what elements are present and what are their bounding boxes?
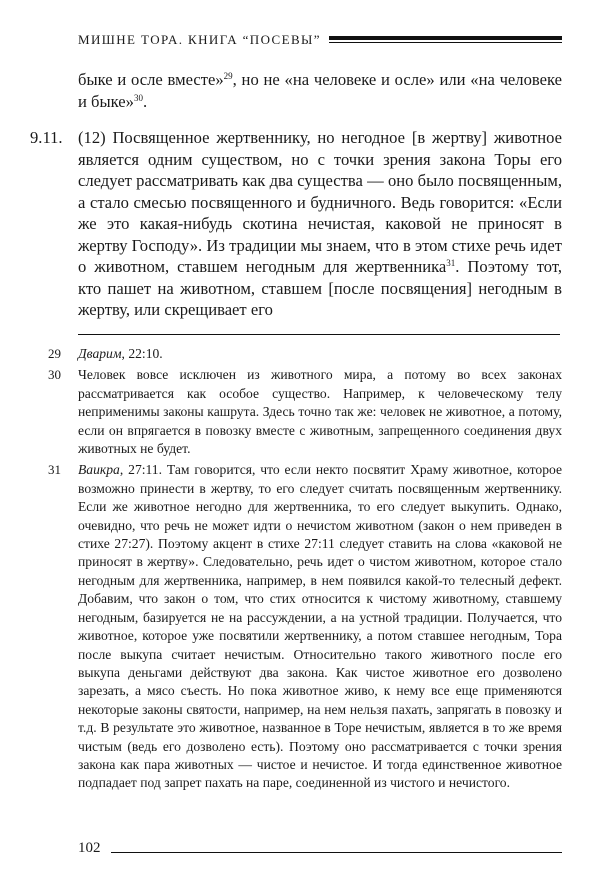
running-title: МИШНЕ ТОРА. КНИГА “ПОСЕВЫ” xyxy=(78,32,321,47)
running-header xyxy=(78,30,562,50)
section-number: 9.11. xyxy=(30,128,63,147)
footnote-number: 30 xyxy=(48,367,61,383)
header-rule-thick xyxy=(329,36,562,40)
footnote-text xyxy=(78,366,562,458)
page-footer xyxy=(78,840,562,857)
footnote-text xyxy=(78,461,562,792)
section-text-a: (12) Посвященное жертвеннику, но негодное [в жертву] животное является одним существом, но с точки зрения закона Торы его следует рассматривать как два существа — оно было посвященным, а стало смесью посвященного и будничного. Ведь говорится: «Если же это какая-нибудь скотина нечистая, каковой не приносят в жертву Господу». Из традиции мы знаем, что в этом стихе речь идет о животном, ставшем негодным для жертвенника xyxy=(78,128,562,276)
section-paragraph xyxy=(78,127,562,321)
continuation-text-b: , но не «на человеке и осле» или «на человеке и быке» xyxy=(78,70,562,111)
footer-rule xyxy=(111,852,563,853)
continuation-paragraph xyxy=(78,69,562,112)
continuation-text-c: . xyxy=(142,91,148,111)
footnote-body: , 27:11. Там говорится, что если некто посвятит Храму животное, которое возможно принести в жертву, то его следует считать посвященным жертвеннику. Если же животное негодно для жертвенника, то его следует выкупить. Однако, очевидно, что речь не может идти о нечистом животном (закон о нем приведен в стихе 27:27). Поэтому акцент в стихе 27:11 следует ставить на слова «каковой не приносят в жертву». Следовательно, речь идет о чистом животном, которое стало негодным для жертвенника, например, в нем появился какой-то телесный дефект. Добавим, что закон о том, что стих относится к чистому животному, ставшему негодным, базируется не на рассуждении, а на устной традиции. Получается, что животное, которое уже посвятили жертвеннику, а потом ставшее негодным, Тора после выкупа считает нечистым. Относительно такого животного после его выкупа деньгами действуют два закона. Как чистое животное его дозволено зарезать, а мясо съесть. Но пока животное живо, к нему все еще применяются некоторые законы святости, например, на нем нельзя пахать, запрягать в повозку и т.д. В результате это животное, названное в Торе нечистым, является в то же время чистым (ведь его дозволено есть). Поэтому оно рассматривается с точки зрения закона как пара животных — чистое и нечистое. И тогда единственное животное подпадает под запрет пахать на паре, соединенной из чистого и нечистого. xyxy=(78,462,562,791)
footnote-separator xyxy=(78,334,560,335)
header-double-rule xyxy=(329,36,562,43)
footnote-number: 29 xyxy=(48,346,61,361)
footnote-body: Человек вовсе исключен из животного мира, а потому во всех законах рассматривается как особое существо. Например, к человеческому телу неприменимы законы кашрута. Здесь точно так же: человек не животное, а потому, если он впрягается в повозку вместе с животным, запрещенного соединения двух животных не будет. xyxy=(78,367,562,457)
footnote-ref-31[interactable]: 31 xyxy=(446,258,456,268)
footnote-source: Ваикра xyxy=(78,462,120,478)
header-rule-thin xyxy=(329,42,562,43)
footnote-body: , 22:10. xyxy=(121,346,163,361)
footnote-29 xyxy=(48,345,562,363)
footnote-31 xyxy=(48,461,562,792)
footnote-ref-30[interactable]: 30 xyxy=(133,92,143,103)
continuation-text-a: быке и осле вместе» xyxy=(78,70,224,89)
footnote-ref-29[interactable]: 29 xyxy=(223,71,233,81)
footnote-text xyxy=(78,345,562,363)
footnote-30 xyxy=(48,366,562,458)
page-number: 102 xyxy=(78,840,101,856)
footnote-source: Дварим xyxy=(78,346,122,361)
section-text-b: . Поэтому тот, кто пашет на животном, ставшем [после посвящения] негодным в жертву, или скрещивает его xyxy=(78,257,562,319)
footnotes xyxy=(48,345,562,796)
footnote-number: 31 xyxy=(48,462,61,478)
